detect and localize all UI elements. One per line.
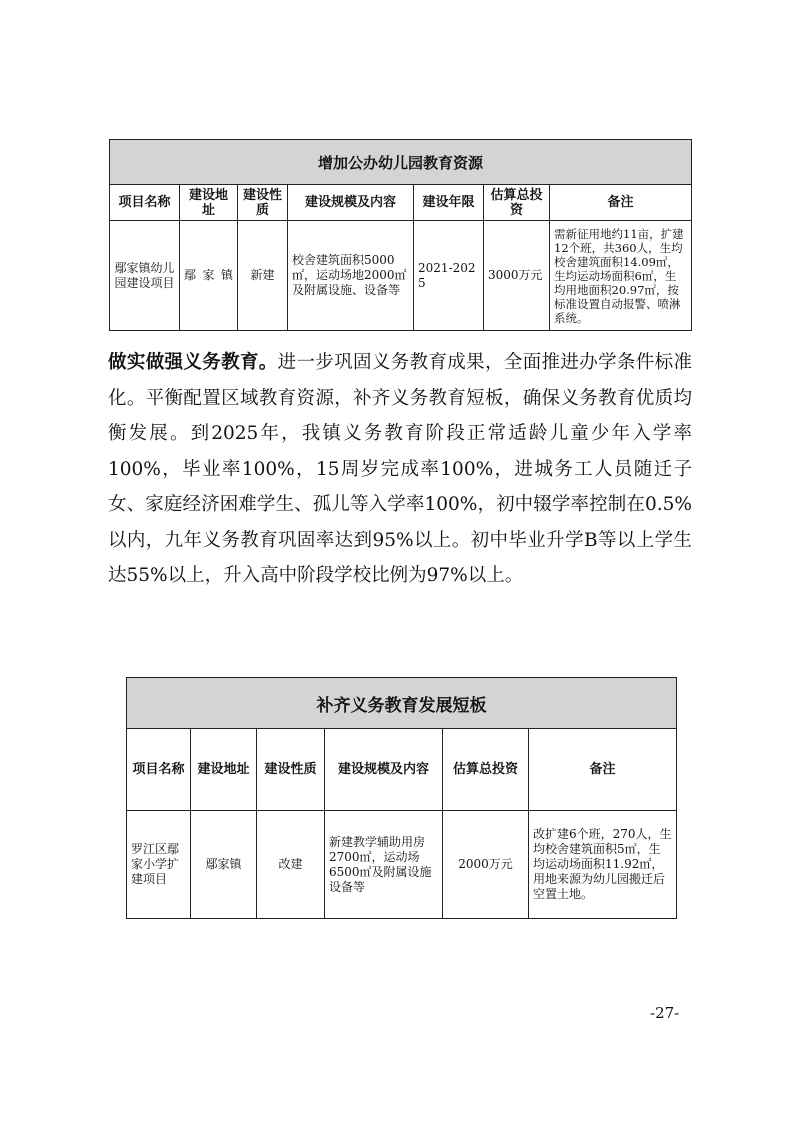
column-header: 建设规模及内容 bbox=[288, 185, 414, 221]
column-header: 备注 bbox=[550, 185, 692, 221]
scale-cell: 新建教学辅助用房2700㎡，运动场6500㎡及附属设施设备等 bbox=[325, 811, 443, 919]
years-cell: 2021-2025 bbox=[414, 221, 484, 331]
project-name-cell: 鄢家镇幼儿园建设项目 bbox=[110, 221, 180, 331]
investment-cell: 3000万元 bbox=[484, 221, 550, 331]
location-cell: 鄢家镇 bbox=[191, 811, 257, 919]
column-header: 建设规模及内容 bbox=[325, 729, 443, 811]
table-row bbox=[127, 811, 677, 919]
table-title: 增加公办幼儿园教育资源 bbox=[110, 140, 692, 185]
column-header: 备注 bbox=[529, 729, 677, 811]
scale-cell: 校舍建筑面积5000㎡，运动场地2000㎡及附属设施、设备等 bbox=[288, 221, 414, 331]
investment-cell: 2000万元 bbox=[443, 811, 529, 919]
paragraph-lead: 做实做强义务教育。 bbox=[108, 352, 278, 373]
remark-cell: 需新征用地约11亩，扩建12个班，共360人，生均校舍建筑面积14.09㎡，生均运动场面积6㎡，生均用地面积20.97㎡，按标准设置自动报警、喷淋系统。 bbox=[550, 221, 692, 331]
column-header: 估算总投资 bbox=[484, 185, 550, 221]
column-header: 建设性质 bbox=[257, 729, 325, 811]
nature-cell: 新建 bbox=[238, 221, 288, 331]
paragraph-body: 进一步巩固义务教育成果，全面推进办学条件标准化。平衡配置区域教育资源，补齐义务教育短板，确保义务教育优质均衡发展。到2025年，我镇义务教育阶段正常适龄儿童少年入学率100%，毕业率100%，15周岁完成率100%，进城务工人员随迁子女、家庭经济困难学生、孤儿等入学率100%，初中辍学率控制在0.5%以内，九年义务教育巩固率达到95%以上。初中毕业升学B等以上学生达55%以上，升入高中阶段学校比例为97%以上。 bbox=[108, 352, 692, 586]
location-cell: 鄢家镇 bbox=[180, 221, 238, 331]
page-number: -27- bbox=[650, 1004, 680, 1022]
column-header: 建设性质 bbox=[238, 185, 288, 221]
column-header: 项目名称 bbox=[110, 185, 180, 221]
column-header: 项目名称 bbox=[127, 729, 191, 811]
column-header: 建设地址 bbox=[191, 729, 257, 811]
table-title: 补齐义务教育发展短板 bbox=[127, 678, 677, 729]
project-name-cell: 罗江区鄢家小学扩建项目 bbox=[127, 811, 191, 919]
column-header: 建设地址 bbox=[180, 185, 238, 221]
body-paragraph bbox=[108, 345, 692, 594]
remark-cell: 改扩建6个班，270人，生均校舍建筑面积5㎡，生均运动场面积11.92㎡，用地来源为幼儿园搬迁后空置土地。 bbox=[529, 811, 677, 919]
column-header: 建设年限 bbox=[414, 185, 484, 221]
nature-cell: 改建 bbox=[257, 811, 325, 919]
compulsory-education-table bbox=[126, 677, 677, 919]
kindergarten-table bbox=[109, 139, 692, 331]
column-header: 估算总投资 bbox=[443, 729, 529, 811]
table-row bbox=[110, 221, 692, 331]
